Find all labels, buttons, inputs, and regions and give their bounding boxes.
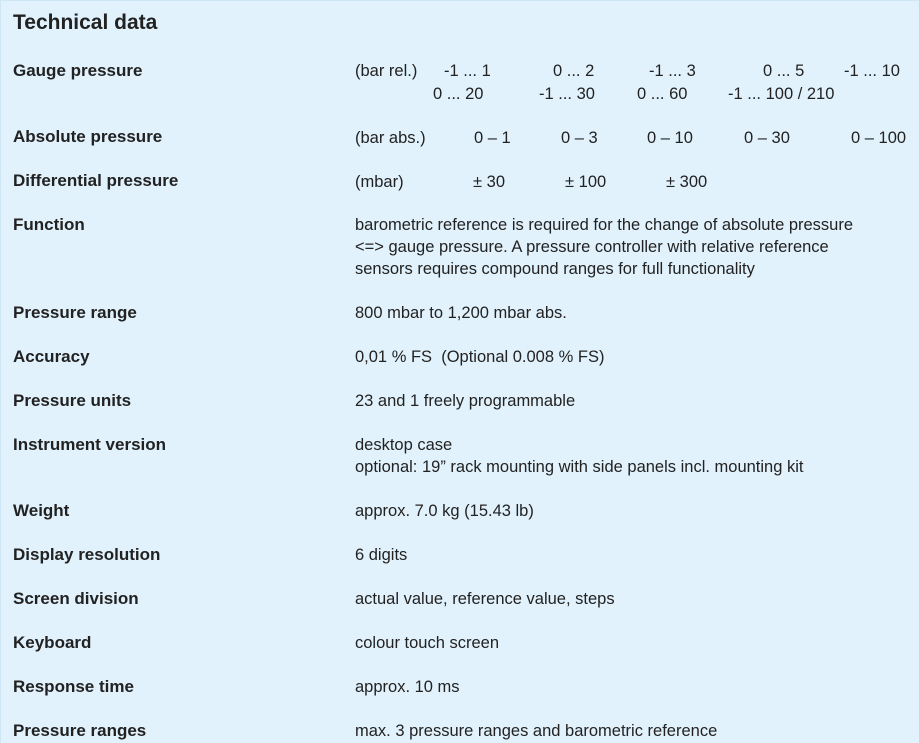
pressure-units-value: 23 and 1 freely programmable [355, 392, 576, 410]
gauge-range-value: 0 ... 2 [553, 62, 595, 80]
differential-range-value: ± 300 [666, 173, 708, 191]
instrument-version-line: optional: 19” rack mounting with side panels incl. mounting kit [355, 458, 804, 476]
pressure-ranges-value: max. 3 pressure ranges and barometric reference [355, 722, 718, 740]
keyboard-label: Keyboard [13, 633, 92, 652]
display-resolution-label: Display resolution [13, 545, 161, 564]
pressure-ranges-label: Pressure ranges [13, 721, 147, 740]
instrument-version-line: desktop case [355, 436, 453, 454]
gauge-pressure-unit: (bar rel.) [355, 62, 418, 80]
function-line: barometric reference is required for the change of absolute pressure [355, 216, 854, 234]
absolute-range-value: 0 – 10 [647, 129, 693, 147]
instrument-version-value [355, 434, 804, 478]
gauge-pressure-label: Gauge pressure [13, 61, 143, 80]
screen-division-value: actual value, reference value, steps [355, 590, 615, 608]
absolute-range-value: 0 – 100 [851, 129, 907, 147]
keyboard-value: colour touch screen [355, 634, 499, 652]
differential-pressure-unit: (mbar) [355, 173, 404, 191]
absolute-range-value: 0 – 1 [474, 129, 511, 147]
accuracy-value: 0,01 % FS (Optional 0.008 % FS) [355, 348, 605, 366]
gauge-range-value: -1 ... 30 [539, 85, 595, 103]
pressure-range-value: 800 mbar to 1,200 mbar abs. [355, 304, 567, 322]
instrument-version-label: Instrument version [13, 435, 167, 454]
gauge-range-value: 0 ... 5 [763, 62, 805, 80]
gauge-range-value: -1 ... 10 [844, 62, 900, 80]
weight-label: Weight [13, 501, 70, 520]
differential-pressure-label: Differential pressure [13, 171, 179, 190]
gauge-range-value: 0 ... 20 [433, 85, 484, 103]
absolute-pressure-label: Absolute pressure [13, 127, 163, 146]
differential-range-value: ± 100 [565, 173, 607, 191]
gauge-range-value: -1 ... 100 / 210 [728, 85, 835, 103]
accuracy-label: Accuracy [13, 347, 90, 366]
pressure-units-label: Pressure units [13, 391, 132, 410]
function-line: <=> gauge pressure. A pressure controller with relative reference [355, 238, 829, 256]
absolute-range-value: 0 – 3 [561, 129, 598, 147]
response-time-label: Response time [13, 677, 134, 696]
page-title: Technical data [13, 11, 158, 34]
screen-division-label: Screen division [13, 589, 139, 608]
gauge-range-value: -1 ... 3 [649, 62, 696, 80]
pressure-range-label: Pressure range [13, 303, 137, 322]
response-time-value: approx. 10 ms [355, 678, 460, 696]
weight-value: approx. 7.0 kg (15.43 lb) [355, 502, 534, 520]
absolute-range-value: 0 – 30 [744, 129, 790, 147]
gauge-range-value: -1 ... 1 [444, 62, 491, 80]
display-resolution-value: 6 digits [355, 546, 408, 564]
gauge-range-value: 0 ... 60 [637, 85, 688, 103]
differential-range-value: ± 30 [473, 173, 505, 191]
function-line: sensors requires compound ranges for full functionality [355, 260, 755, 278]
function-label: Function [13, 215, 85, 234]
absolute-pressure-unit: (bar abs.) [355, 129, 426, 147]
function-value [355, 214, 853, 280]
